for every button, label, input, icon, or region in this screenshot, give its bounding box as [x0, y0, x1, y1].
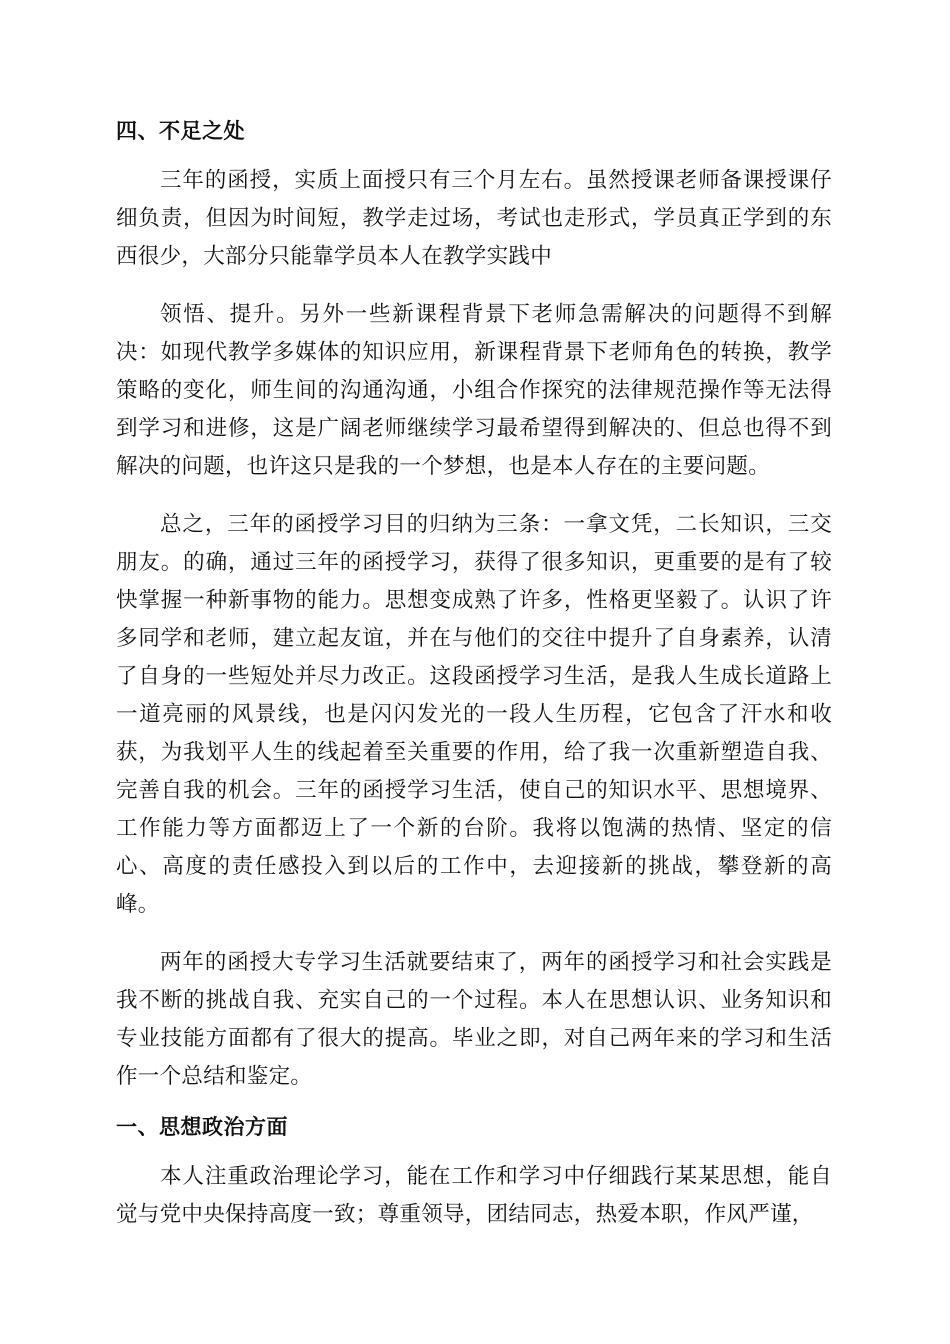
- paragraph-1: 三年的函授，实质上面授只有三个月左右。虽然授课老师备课授课仔细负责，但因为时间短，教学走过场，考试也走形式，学员真正学到的东西很少，大部分只能靠学员本人在教学实践中: [116, 168, 832, 269]
- paragraph-2: 领悟、提升。另外一些新课程背景下老师急需解决的问题得不到解决：如现代教学多媒体的知识应用，新课程背景下老师角色的转换，教学策略的变化，师生间的沟通沟通，小组合作探究的法律规范操作等无法得到学习和进修，这是广阔老师继续学习最希望得到解决的、但总也得不到解决的问题，也许这只是我的一个梦想，也是本人存在的主要问题。: [116, 302, 832, 479]
- paragraph-4: 两年的函授大专学习生活就要结束了，两年的函授学习和社会实践是我不断的挑战自我、充实自己的一个过程。本人在思想认识、业务知识和专业技能方面都有了很大的提高。毕业之即，对自己两年来的学习和生活作一个总结和鉴定。: [116, 950, 832, 1089]
- document-page: [116, 112, 832, 1254]
- paragraph-5: 本人注重政治理论学习，能在工作和学习中仔细践行某某思想，能自觉与党中央保持高度一致；尊重领导，团结同志，热爱本职，作风严谨，: [116, 1164, 832, 1227]
- paragraph-3: 总之，三年的函授学习目的归纳为三条：一拿文凭，二长知识，三交朋友。的确，通过三年的函授学习，获得了很多知识，更重要的是有了较快掌握一种新事物的能力。思想变成熟了许多，性格更坚毅了。认识了许多同学和老师，建立起友谊，并在与他们的交往中提升了自身素养，认清了自身的一些短处并尽力改正。这段函授学习生活，是我人生成长道路上一道亮丽的风景线，也是闪闪发光的一段人生历程，它包含了汗水和收获，为我划平人生的线起着至关重要的作用，给了我一次重新塑造自我、完善自我的机会。三年的函授学习生活，使自己的知识水平、思想境界、工作能力等方面都迈上了一个新的台阶。我将以饱满的热情、坚定的信心、高度的责任感投入到以后的工作中，去迎接新的挑战，攀登新的高峰。: [116, 512, 832, 917]
- section-heading-political: 一、思想政治方面: [116, 1114, 288, 1139]
- section-heading-shortcomings: 四、不足之处: [116, 118, 245, 143]
